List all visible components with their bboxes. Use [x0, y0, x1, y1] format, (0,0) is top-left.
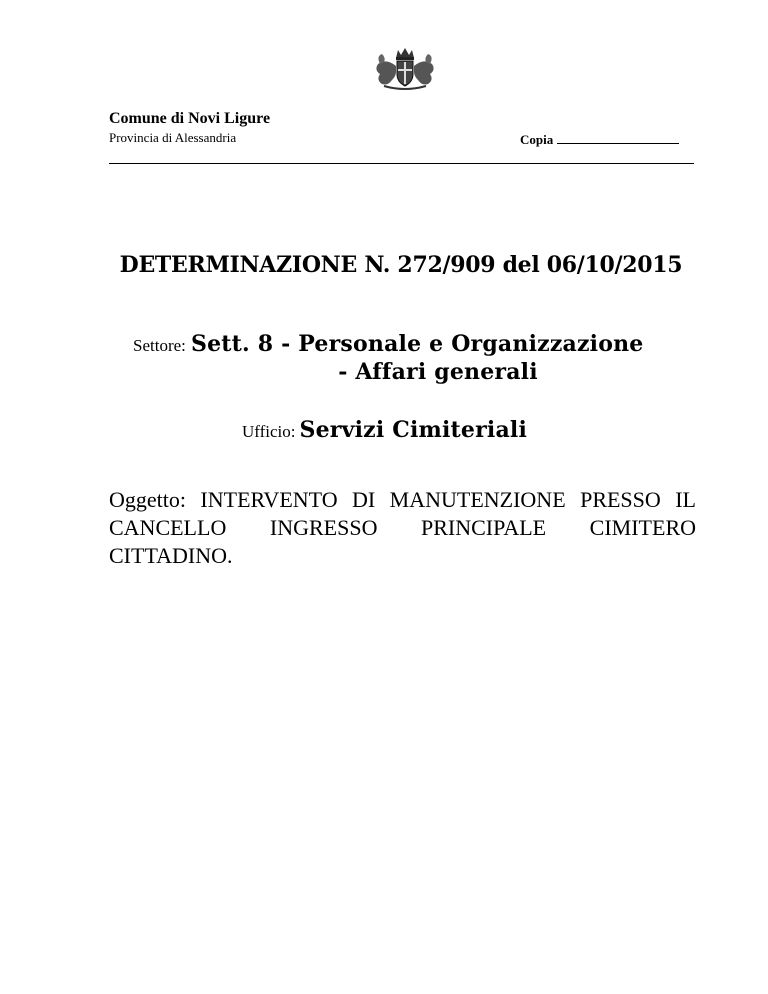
header-divider: [109, 163, 694, 164]
subject-line-2: CANCELLO INGRESSO PRINCIPALE CIMITERO: [109, 515, 696, 540]
organization-province: Provincia di Alessandria: [109, 130, 237, 145]
sector-label: Settore:: [133, 336, 186, 355]
subject-paragraph: [109, 486, 696, 570]
office-label: Ufficio:: [242, 422, 296, 441]
sector-value-line1: Sett. 8 - Personale e Organizzazione: [190, 331, 644, 357]
sector-value-line2: - Affari generali: [338, 359, 538, 385]
office-value: Servizi Cimiteriali: [299, 417, 528, 443]
sector-section: [133, 330, 693, 385]
copy-label: Copia: [520, 132, 554, 147]
subject-line-1: Oggetto: INTERVENTO DI MANUTENZIONE PRESSO IL: [109, 487, 696, 512]
organization-name: Comune di Novi Ligure: [109, 110, 271, 127]
coat-of-arms-icon: [370, 44, 440, 92]
copy-field: [520, 132, 679, 148]
document-title: DETERMINAZIONE N. 272/909 del 06/10/2015: [119, 252, 683, 278]
subject-line-3: CITTADINO.: [109, 543, 233, 568]
office-section: [242, 416, 527, 447]
copy-blank-line: [557, 132, 679, 144]
